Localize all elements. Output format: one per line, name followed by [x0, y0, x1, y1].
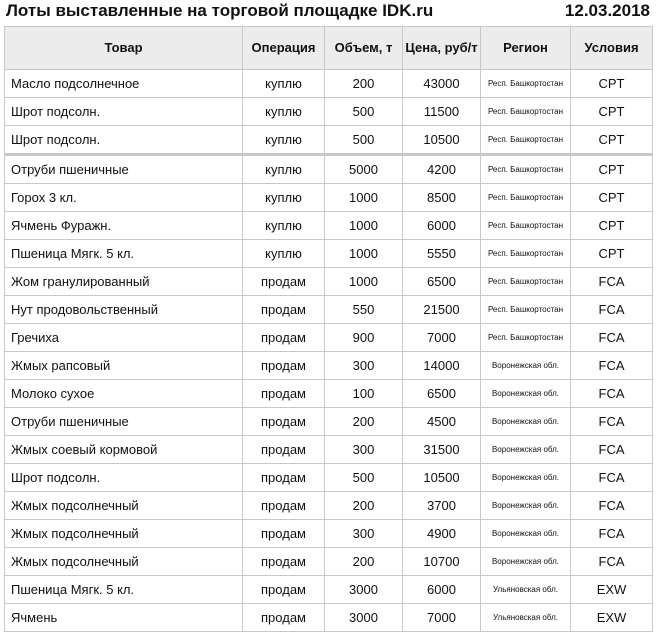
cell-volume: 100 — [325, 380, 403, 408]
cell-operation: продам — [243, 464, 325, 492]
cell-region: Респ. Башкортостан — [481, 126, 571, 155]
table-header-row — [5, 27, 653, 70]
cell-operation: продам — [243, 296, 325, 324]
cell-operation: продам — [243, 268, 325, 296]
cell-product: Шрот подсолн. — [5, 464, 243, 492]
cell-region: Респ. Башкортостан — [481, 184, 571, 212]
cell-terms: CPT — [571, 184, 653, 212]
cell-region: Респ. Башкортостан — [481, 240, 571, 268]
cell-volume: 500 — [325, 126, 403, 155]
cell-terms: CPT — [571, 212, 653, 240]
table-row — [5, 352, 653, 380]
cell-terms: CPT — [571, 98, 653, 126]
cell-price: 10500 — [403, 464, 481, 492]
cell-volume: 1000 — [325, 184, 403, 212]
cell-operation: продам — [243, 604, 325, 632]
cell-terms: CPT — [571, 155, 653, 184]
cell-price: 10700 — [403, 548, 481, 576]
cell-operation: куплю — [243, 70, 325, 98]
cell-terms: FCA — [571, 296, 653, 324]
cell-terms: FCA — [571, 380, 653, 408]
cell-operation: продам — [243, 520, 325, 548]
table-row — [5, 98, 653, 126]
cell-price: 6500 — [403, 380, 481, 408]
cell-product: Жмых подсолнечный — [5, 520, 243, 548]
table-row — [5, 492, 653, 520]
cell-region: Ульяновская обл. — [481, 576, 571, 604]
page-date: 12.03.2018 — [564, 1, 650, 20]
cell-volume: 1000 — [325, 212, 403, 240]
cell-region: Воронежская обл. — [481, 548, 571, 576]
cell-operation: продам — [243, 492, 325, 520]
table-row — [5, 70, 653, 98]
table-row — [5, 548, 653, 576]
table-row — [5, 604, 653, 632]
cell-price: 4500 — [403, 408, 481, 436]
column-header-terms: Условия — [571, 27, 653, 70]
cell-region: Воронежская обл. — [481, 436, 571, 464]
cell-operation: продам — [243, 324, 325, 352]
cell-terms: EXW — [571, 604, 653, 632]
cell-product: Гречиха — [5, 324, 243, 352]
cell-price: 7000 — [403, 324, 481, 352]
cell-terms: FCA — [571, 520, 653, 548]
cell-region: Респ. Башкортостан — [481, 98, 571, 126]
cell-terms: EXW — [571, 576, 653, 604]
cell-terms: FCA — [571, 464, 653, 492]
table-row — [5, 184, 653, 212]
cell-product: Жом гранулированный — [5, 268, 243, 296]
cell-region: Ульяновская обл. — [481, 604, 571, 632]
cell-terms: FCA — [571, 324, 653, 352]
table-row — [5, 126, 653, 155]
cell-price: 3700 — [403, 492, 481, 520]
cell-operation: куплю — [243, 155, 325, 184]
cell-region: Респ. Башкортостан — [481, 268, 571, 296]
cell-operation: продам — [243, 408, 325, 436]
page-title: Лоты выставленные на торговой площадке IDK.ru — [6, 1, 434, 20]
table-row — [5, 520, 653, 548]
cell-product: Пшеница Мягк. 5 кл. — [5, 240, 243, 268]
cell-terms: FCA — [571, 352, 653, 380]
cell-product: Шрот подсолн. — [5, 126, 243, 155]
table-row — [5, 155, 653, 184]
cell-operation: куплю — [243, 240, 325, 268]
column-header-operation: Операция — [243, 27, 325, 70]
cell-product: Отруби пшеничные — [5, 408, 243, 436]
table-row — [5, 212, 653, 240]
cell-price: 7000 — [403, 604, 481, 632]
cell-terms: CPT — [571, 70, 653, 98]
cell-price: 8500 — [403, 184, 481, 212]
cell-volume: 500 — [325, 464, 403, 492]
cell-product: Жмых рапсовый — [5, 352, 243, 380]
cell-terms: CPT — [571, 240, 653, 268]
table-row — [5, 268, 653, 296]
cell-product: Масло подсолнечное — [5, 70, 243, 98]
cell-terms: FCA — [571, 436, 653, 464]
cell-product: Ячмень Фуражн. — [5, 212, 243, 240]
cell-volume: 550 — [325, 296, 403, 324]
column-header-volume: Объем, т — [325, 27, 403, 70]
cell-volume: 200 — [325, 492, 403, 520]
cell-operation: продам — [243, 576, 325, 604]
cell-volume: 500 — [325, 98, 403, 126]
cell-region: Воронежская обл. — [481, 520, 571, 548]
table-row — [5, 324, 653, 352]
cell-terms: FCA — [571, 492, 653, 520]
cell-region: Воронежская обл. — [481, 380, 571, 408]
cell-product: Молоко сухое — [5, 380, 243, 408]
cell-price: 6000 — [403, 212, 481, 240]
cell-product: Отруби пшеничные — [5, 155, 243, 184]
cell-terms: FCA — [571, 408, 653, 436]
table-body — [5, 70, 653, 632]
column-header-region: Регион — [481, 27, 571, 70]
cell-region: Респ. Башкортостан — [481, 70, 571, 98]
cell-price: 43000 — [403, 70, 481, 98]
cell-region: Респ. Башкортостан — [481, 296, 571, 324]
cell-product: Шрот подсолн. — [5, 98, 243, 126]
cell-price: 5550 — [403, 240, 481, 268]
cell-operation: продам — [243, 380, 325, 408]
table-row — [5, 408, 653, 436]
cell-price: 21500 — [403, 296, 481, 324]
cell-volume: 3000 — [325, 604, 403, 632]
cell-product: Горох 3 кл. — [5, 184, 243, 212]
cell-product: Пшеница Мягк. 5 кл. — [5, 576, 243, 604]
cell-region: Воронежская обл. — [481, 464, 571, 492]
cell-product: Жмых подсолнечный — [5, 548, 243, 576]
cell-product: Жмых подсолнечный — [5, 492, 243, 520]
cell-terms: FCA — [571, 548, 653, 576]
table-row — [5, 436, 653, 464]
cell-volume: 300 — [325, 436, 403, 464]
cell-terms: FCA — [571, 268, 653, 296]
cell-product: Нут продовольственный — [5, 296, 243, 324]
cell-operation: куплю — [243, 184, 325, 212]
cell-price: 4200 — [403, 155, 481, 184]
cell-volume: 5000 — [325, 155, 403, 184]
cell-operation: продам — [243, 548, 325, 576]
cell-region: Воронежская обл. — [481, 408, 571, 436]
cell-volume: 300 — [325, 352, 403, 380]
cell-product: Ячмень — [5, 604, 243, 632]
lots-table — [4, 26, 653, 632]
cell-operation: продам — [243, 352, 325, 380]
table-row — [5, 380, 653, 408]
table-row — [5, 240, 653, 268]
cell-price: 14000 — [403, 352, 481, 380]
cell-operation: куплю — [243, 212, 325, 240]
cell-product: Жмых соевый кормовой — [5, 436, 243, 464]
column-header-price: Цена, руб/т — [403, 27, 481, 70]
page-header — [0, 0, 656, 24]
column-header-product: Товар — [5, 27, 243, 70]
table-row — [5, 296, 653, 324]
cell-volume: 1000 — [325, 240, 403, 268]
cell-terms: CPT — [571, 126, 653, 155]
cell-volume: 200 — [325, 70, 403, 98]
cell-price: 6500 — [403, 268, 481, 296]
cell-price: 10500 — [403, 126, 481, 155]
cell-region: Респ. Башкортостан — [481, 324, 571, 352]
cell-region: Воронежская обл. — [481, 492, 571, 520]
cell-operation: куплю — [243, 98, 325, 126]
cell-price: 6000 — [403, 576, 481, 604]
cell-price: 31500 — [403, 436, 481, 464]
cell-volume: 200 — [325, 548, 403, 576]
cell-operation: куплю — [243, 126, 325, 155]
cell-region: Респ. Башкортостан — [481, 212, 571, 240]
cell-volume: 300 — [325, 520, 403, 548]
cell-price: 4900 — [403, 520, 481, 548]
cell-price: 11500 — [403, 98, 481, 126]
cell-region: Респ. Башкортостан — [481, 155, 571, 184]
table-row — [5, 464, 653, 492]
cell-volume: 1000 — [325, 268, 403, 296]
cell-volume: 3000 — [325, 576, 403, 604]
cell-region: Воронежская обл. — [481, 352, 571, 380]
cell-volume: 900 — [325, 324, 403, 352]
cell-volume: 200 — [325, 408, 403, 436]
table-row — [5, 576, 653, 604]
cell-operation: продам — [243, 436, 325, 464]
